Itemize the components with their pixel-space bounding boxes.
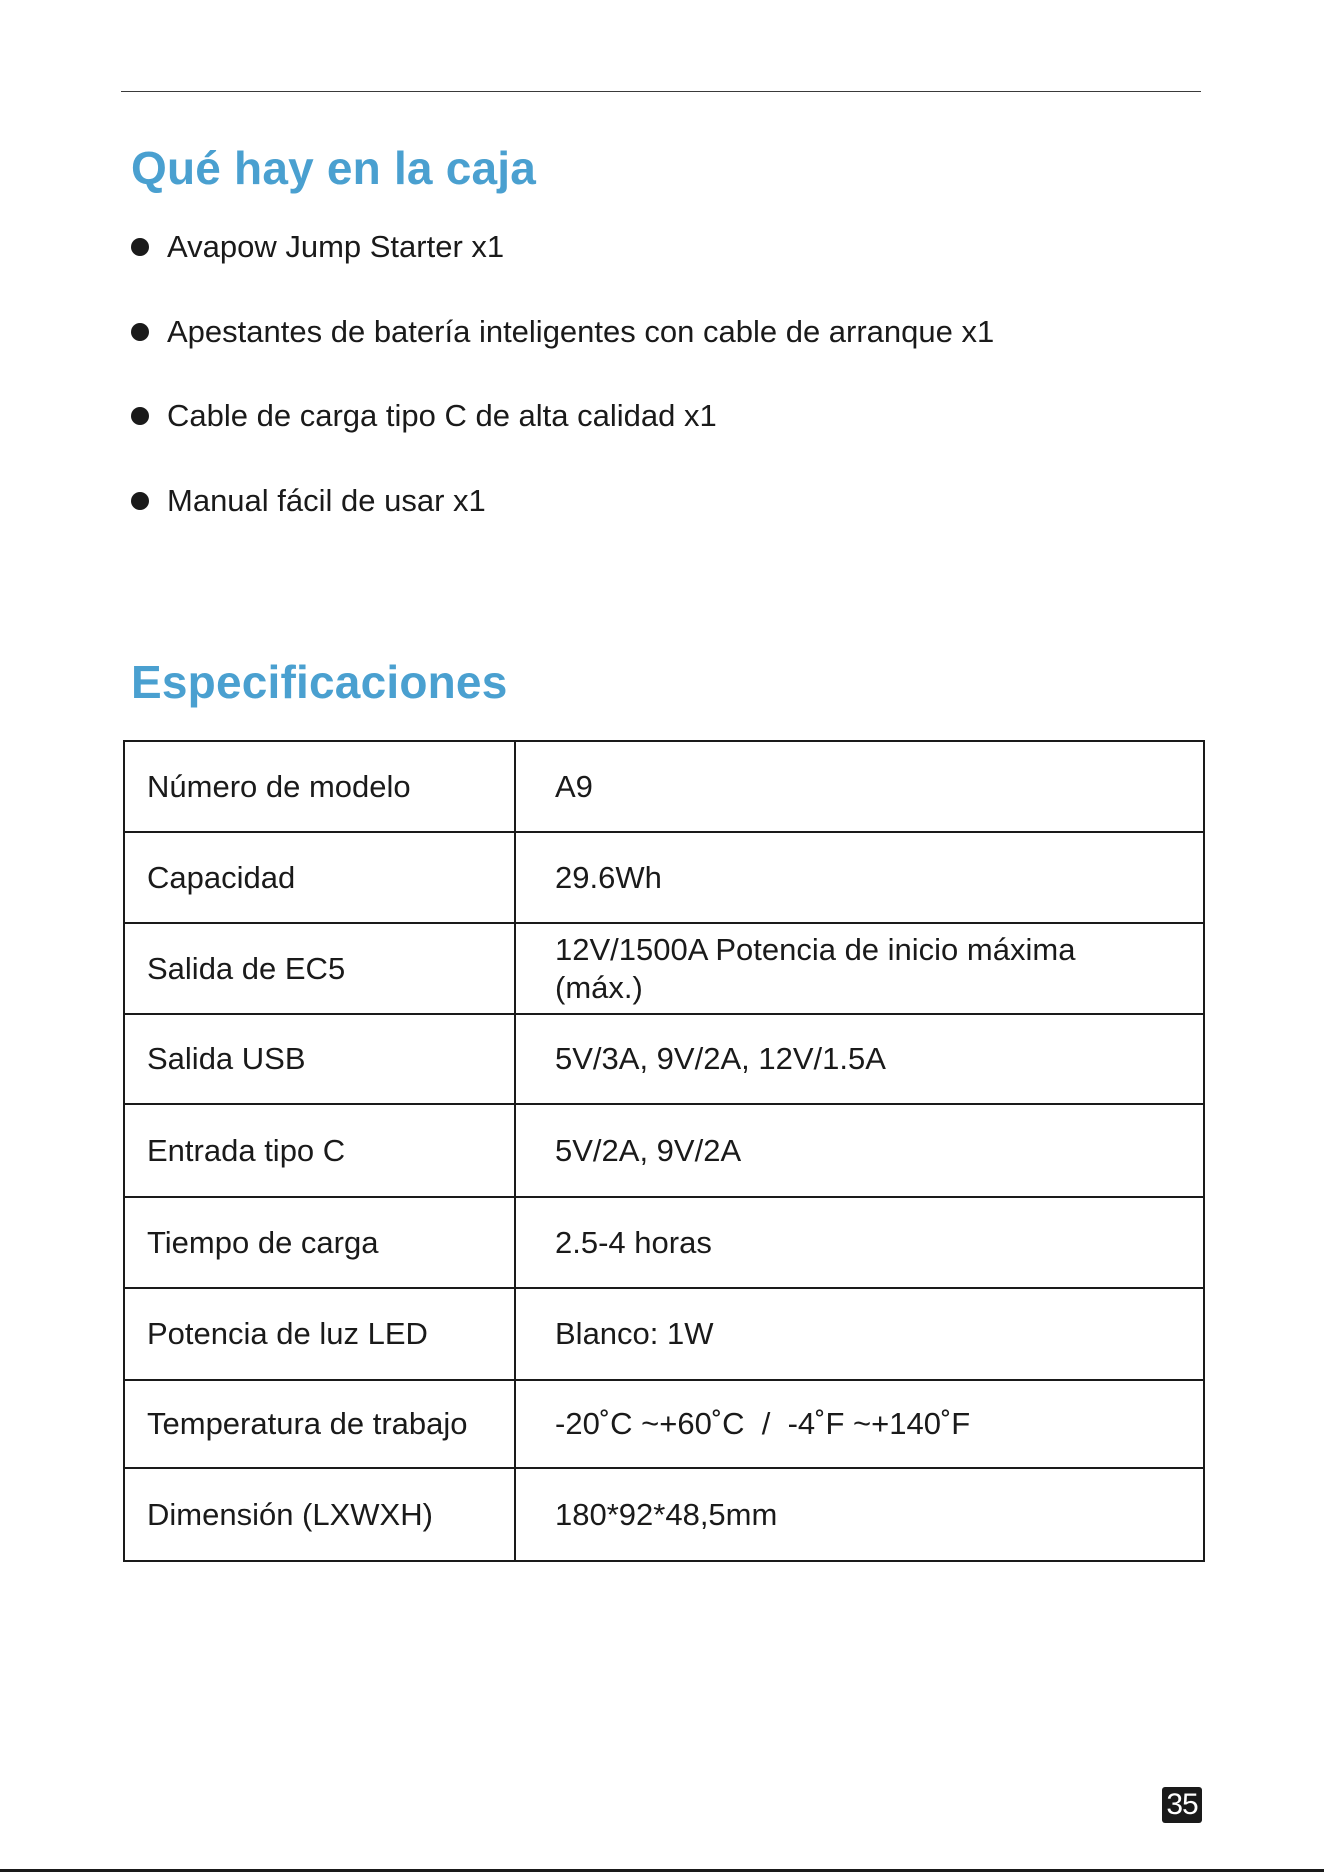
list-item-text: Manual fácil de usar x1: [167, 482, 486, 518]
spec-label: Potencia de luz LED: [124, 1288, 515, 1380]
spec-value: 180*92*48,5mm: [515, 1468, 1204, 1561]
table-row: [124, 741, 1204, 832]
spec-label: Temperatura de trabajo: [124, 1380, 515, 1468]
spec-value: 29.6Wh: [515, 832, 1204, 923]
spec-label: Dimensión (LXWXH): [124, 1468, 515, 1561]
spec-value: 12V/1500A Potencia de inicio máxima (máx.): [515, 923, 1204, 1014]
list-item: [131, 226, 994, 311]
spec-value: A9: [515, 741, 1204, 832]
specifications-table: [123, 740, 1205, 1562]
spec-value: Blanco: 1W: [515, 1288, 1204, 1380]
spec-value: 2.5-4 horas: [515, 1197, 1204, 1288]
table-row: [124, 923, 1204, 1014]
spec-value: 5V/2A, 9V/2A: [515, 1104, 1204, 1197]
bullet-icon: [131, 407, 149, 425]
list-item-text: Apestantes de batería inteligentes con cable de arranque x1: [167, 313, 995, 349]
box-contents-list: [131, 226, 994, 564]
top-divider: [121, 91, 1201, 92]
spec-label: Salida USB: [124, 1014, 515, 1104]
bullet-icon: [131, 238, 149, 256]
table-row: [124, 1014, 1204, 1104]
spec-label: Tiempo de carga: [124, 1197, 515, 1288]
list-item-text: Avapow Jump Starter x1: [167, 229, 505, 264]
list-item-text: Cable de carga tipo C de alta calidad x1: [167, 398, 717, 433]
spec-label: Salida de EC5: [124, 923, 515, 1014]
table-row: [124, 1104, 1204, 1197]
spec-label: Capacidad: [124, 832, 515, 923]
spec-label: Número de modelo: [124, 741, 515, 832]
bullet-icon: [131, 323, 149, 341]
page-number: 35: [1162, 1787, 1202, 1823]
table-row: [124, 1197, 1204, 1288]
table-row: [124, 1380, 1204, 1468]
list-item: [131, 480, 994, 565]
list-item: [131, 311, 994, 396]
spec-value: 5V/3A, 9V/2A, 12V/1.5A: [515, 1014, 1204, 1104]
table-row: [124, 832, 1204, 923]
spec-value: -20˚C ~+60˚C / -4˚F ~+140˚F: [515, 1380, 1204, 1468]
bullet-icon: [131, 492, 149, 510]
list-item: [131, 395, 994, 480]
box-contents-title: Qué hay en la caja: [131, 142, 537, 194]
table-row: [124, 1288, 1204, 1380]
specifications-title: Especificaciones: [131, 656, 508, 708]
spec-label: Entrada tipo C: [124, 1104, 515, 1197]
table-row: [124, 1468, 1204, 1561]
